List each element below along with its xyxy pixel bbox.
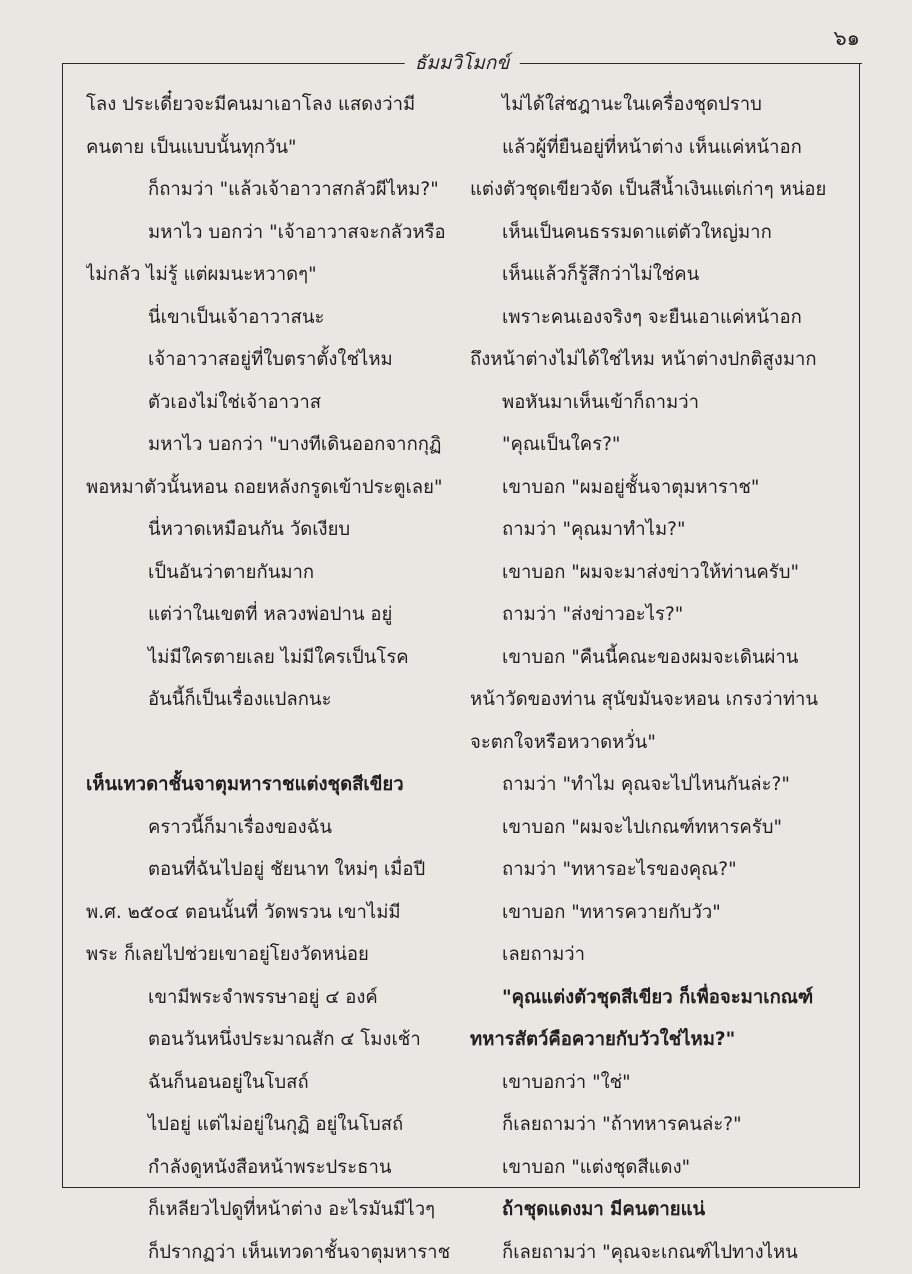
text-line: ก็ถามว่า "แล้วเจ้าอาวาสกลัวผีไหม?" bbox=[86, 169, 466, 212]
text-line: เขาบอก "ผมอยู่ชั้นจาตุมหาราช" bbox=[470, 467, 850, 510]
text-line: ก็เลยถามว่า "คุณจะเกณฑ์ไปทางไหน bbox=[470, 1232, 850, 1274]
text-line: ทหารสัตว์คือควายกับวัวใช่ไหม?" bbox=[470, 1019, 850, 1062]
text-line: ถ้าชุดแดงมา มีคนตายแน่ bbox=[470, 1189, 850, 1232]
text-line: เห็นแล้วก็รู้สึกว่าไม่ใช่คน bbox=[470, 254, 850, 297]
text-line: ไม่ได้ใส่ชฎานะในเครื่องชุดปราบ bbox=[470, 84, 850, 127]
text-line: กำลังดูหนังสือหน้าพระประธาน bbox=[86, 1147, 466, 1190]
text-line: ตอนที่ฉันไปอยู่ ชัยนาท ใหม่ๆ เมื่อปี bbox=[86, 849, 466, 892]
text-line: ไม่กลัว ไม่รู้ แต่ผมนะหวาดๆ" bbox=[86, 254, 466, 297]
text-line: นี่เขาเป็นเจ้าอาวาสนะ bbox=[86, 297, 466, 340]
text-line: ไปอยู่ แต่ไม่อยู่ในกุฏิ อยู่ในโบสถ์ bbox=[86, 1104, 466, 1147]
blank-line bbox=[86, 722, 466, 765]
text-line: "คุณเป็นใคร?" bbox=[470, 424, 850, 467]
text-line: ตัวเองไม่ใช่เจ้าอาวาส bbox=[86, 382, 466, 425]
text-line: เขาบอก "ผมจะมาส่งข่าวให้ท่านครับ" bbox=[470, 552, 850, 595]
text-line: พอหมาตัวนั้นหอน ถอยหลังกรูดเข้าประตูเลย" bbox=[86, 467, 466, 510]
text-line: โลง ประเดี๋ยวจะมีคนมาเอาโลง แสดงว่ามี bbox=[86, 84, 466, 127]
text-line: จะตกใจหรือหวาดหวั่น" bbox=[470, 722, 850, 765]
text-line: มหาไว บอกว่า "เจ้าอาวาสจะกลัวหรือ bbox=[86, 212, 466, 255]
text-line: ก็ปรากฏว่า เห็นเทวดาชั้นจาตุมหาราช bbox=[86, 1232, 466, 1274]
text-line: เพราะคนเองจริงๆ จะยืนเอาแค่หน้าอก bbox=[470, 297, 850, 340]
text-line: เขาบอก "แต่งชุดสีแดง" bbox=[470, 1147, 850, 1190]
section-heading: เห็นเทวดาชั้นจาตุมหาราชแต่งชุดสีเขียว bbox=[86, 764, 466, 807]
text-line: แต่งตัวชุดเขียวจัด เป็นสีน้ำเงินแต่เก่าๆ หน่อย bbox=[470, 169, 850, 212]
text-line: เป็นอันว่าตายกันมาก bbox=[86, 552, 466, 595]
text-line: ถึงหน้าต่างไม่ได้ใช่ไหม หน้าต่างปกติสูงมาก bbox=[470, 339, 850, 382]
text-line: ตอนวันหนึ่งประมาณสัก ๔ โมงเช้า bbox=[86, 1019, 466, 1062]
text-line: เจ้าอาวาสอยู่ที่ใบตราตั้งใช่ไหม bbox=[86, 339, 466, 382]
text-line: พระ ก็เลยไปช่วยเขาอยู่โยงวัดหน่อย bbox=[86, 934, 466, 977]
text-line: เขาบอก "ทหารควายกับวัว" bbox=[470, 892, 850, 935]
text-line: เห็นเป็นคนธรรมดาแต่ตัวใหญ่มาก bbox=[470, 212, 850, 255]
text-line: ถามว่า "คุณมาทำไม?" bbox=[470, 509, 850, 552]
text-line: แต่ว่าในเขตที่ หลวงพ่อปาน อยู่ bbox=[86, 594, 466, 637]
text-line: พ.ศ. ๒๕๐๔ ตอนนั้นที่ วัดพรวน เขาไม่มี bbox=[86, 892, 466, 935]
text-line: ไม่มีใครตายเลย ไม่มีใครเป็นโรค bbox=[86, 637, 466, 680]
text-line: ถามว่า "ทหารอะไรของคุณ?" bbox=[470, 849, 850, 892]
text-line: เขาบอกว่า "ใช่" bbox=[470, 1062, 850, 1105]
text-line: เลยถามว่า bbox=[470, 934, 850, 977]
text-line: ก็เหลียวไปดูที่หน้าต่าง อะไรมันมีไวๆ bbox=[86, 1189, 466, 1232]
text-line: เขามีพระจำพรรษาอยู่ ๔ องค์ bbox=[86, 977, 466, 1020]
text-line: หน้าวัดของท่าน สุนัขมันจะหอน เกรงว่าท่าน bbox=[470, 679, 850, 722]
text-line: ก็เลยถามว่า "ถ้าทหารคนล่ะ?" bbox=[470, 1104, 850, 1147]
page-number: ๖๑ bbox=[833, 22, 860, 55]
text-line: "คุณแต่งตัวชุดสีเขียว ก็เพื่อจะมาเกณฑ์ bbox=[470, 977, 850, 1020]
text-line: ถามว่า "ทำไม คุณจะไปไหนกันล่ะ?" bbox=[470, 764, 850, 807]
text-line: คราวนี้ก็มาเรื่องของฉัน bbox=[86, 807, 466, 850]
header-title: ธัมมวิโมกข์ bbox=[405, 48, 520, 78]
text-line: เขาบอก "คืนนี้คณะของผมจะเดินผ่าน bbox=[470, 637, 850, 680]
right-column bbox=[470, 84, 850, 1274]
text-line: มหาไว บอกว่า "บางทีเดินออกจากกุฏิ bbox=[86, 424, 466, 467]
text-line: ฉันก็นอนอยู่ในโบสถ์ bbox=[86, 1062, 466, 1105]
text-line: ถามว่า "ส่งข่าวอะไร?" bbox=[470, 594, 850, 637]
text-line: พอหันมาเห็นเข้าก็ถามว่า bbox=[470, 382, 850, 425]
text-line: นี่หวาดเหมือนกัน วัดเงียบ bbox=[86, 509, 466, 552]
text-line: เขาบอก "ผมจะไปเกณฑ์ทหารครับ" bbox=[470, 807, 850, 850]
left-column bbox=[86, 84, 466, 1274]
text-line: แล้วผู้ที่ยืนอยู่ที่หน้าต่าง เห็นแค่หน้าอก bbox=[470, 127, 850, 170]
text-line: อันนี้ก็เป็นเรื่องแปลกนะ bbox=[86, 679, 466, 722]
text-line: คนตาย เป็นแบบนั้นทุกวัน" bbox=[86, 127, 466, 170]
